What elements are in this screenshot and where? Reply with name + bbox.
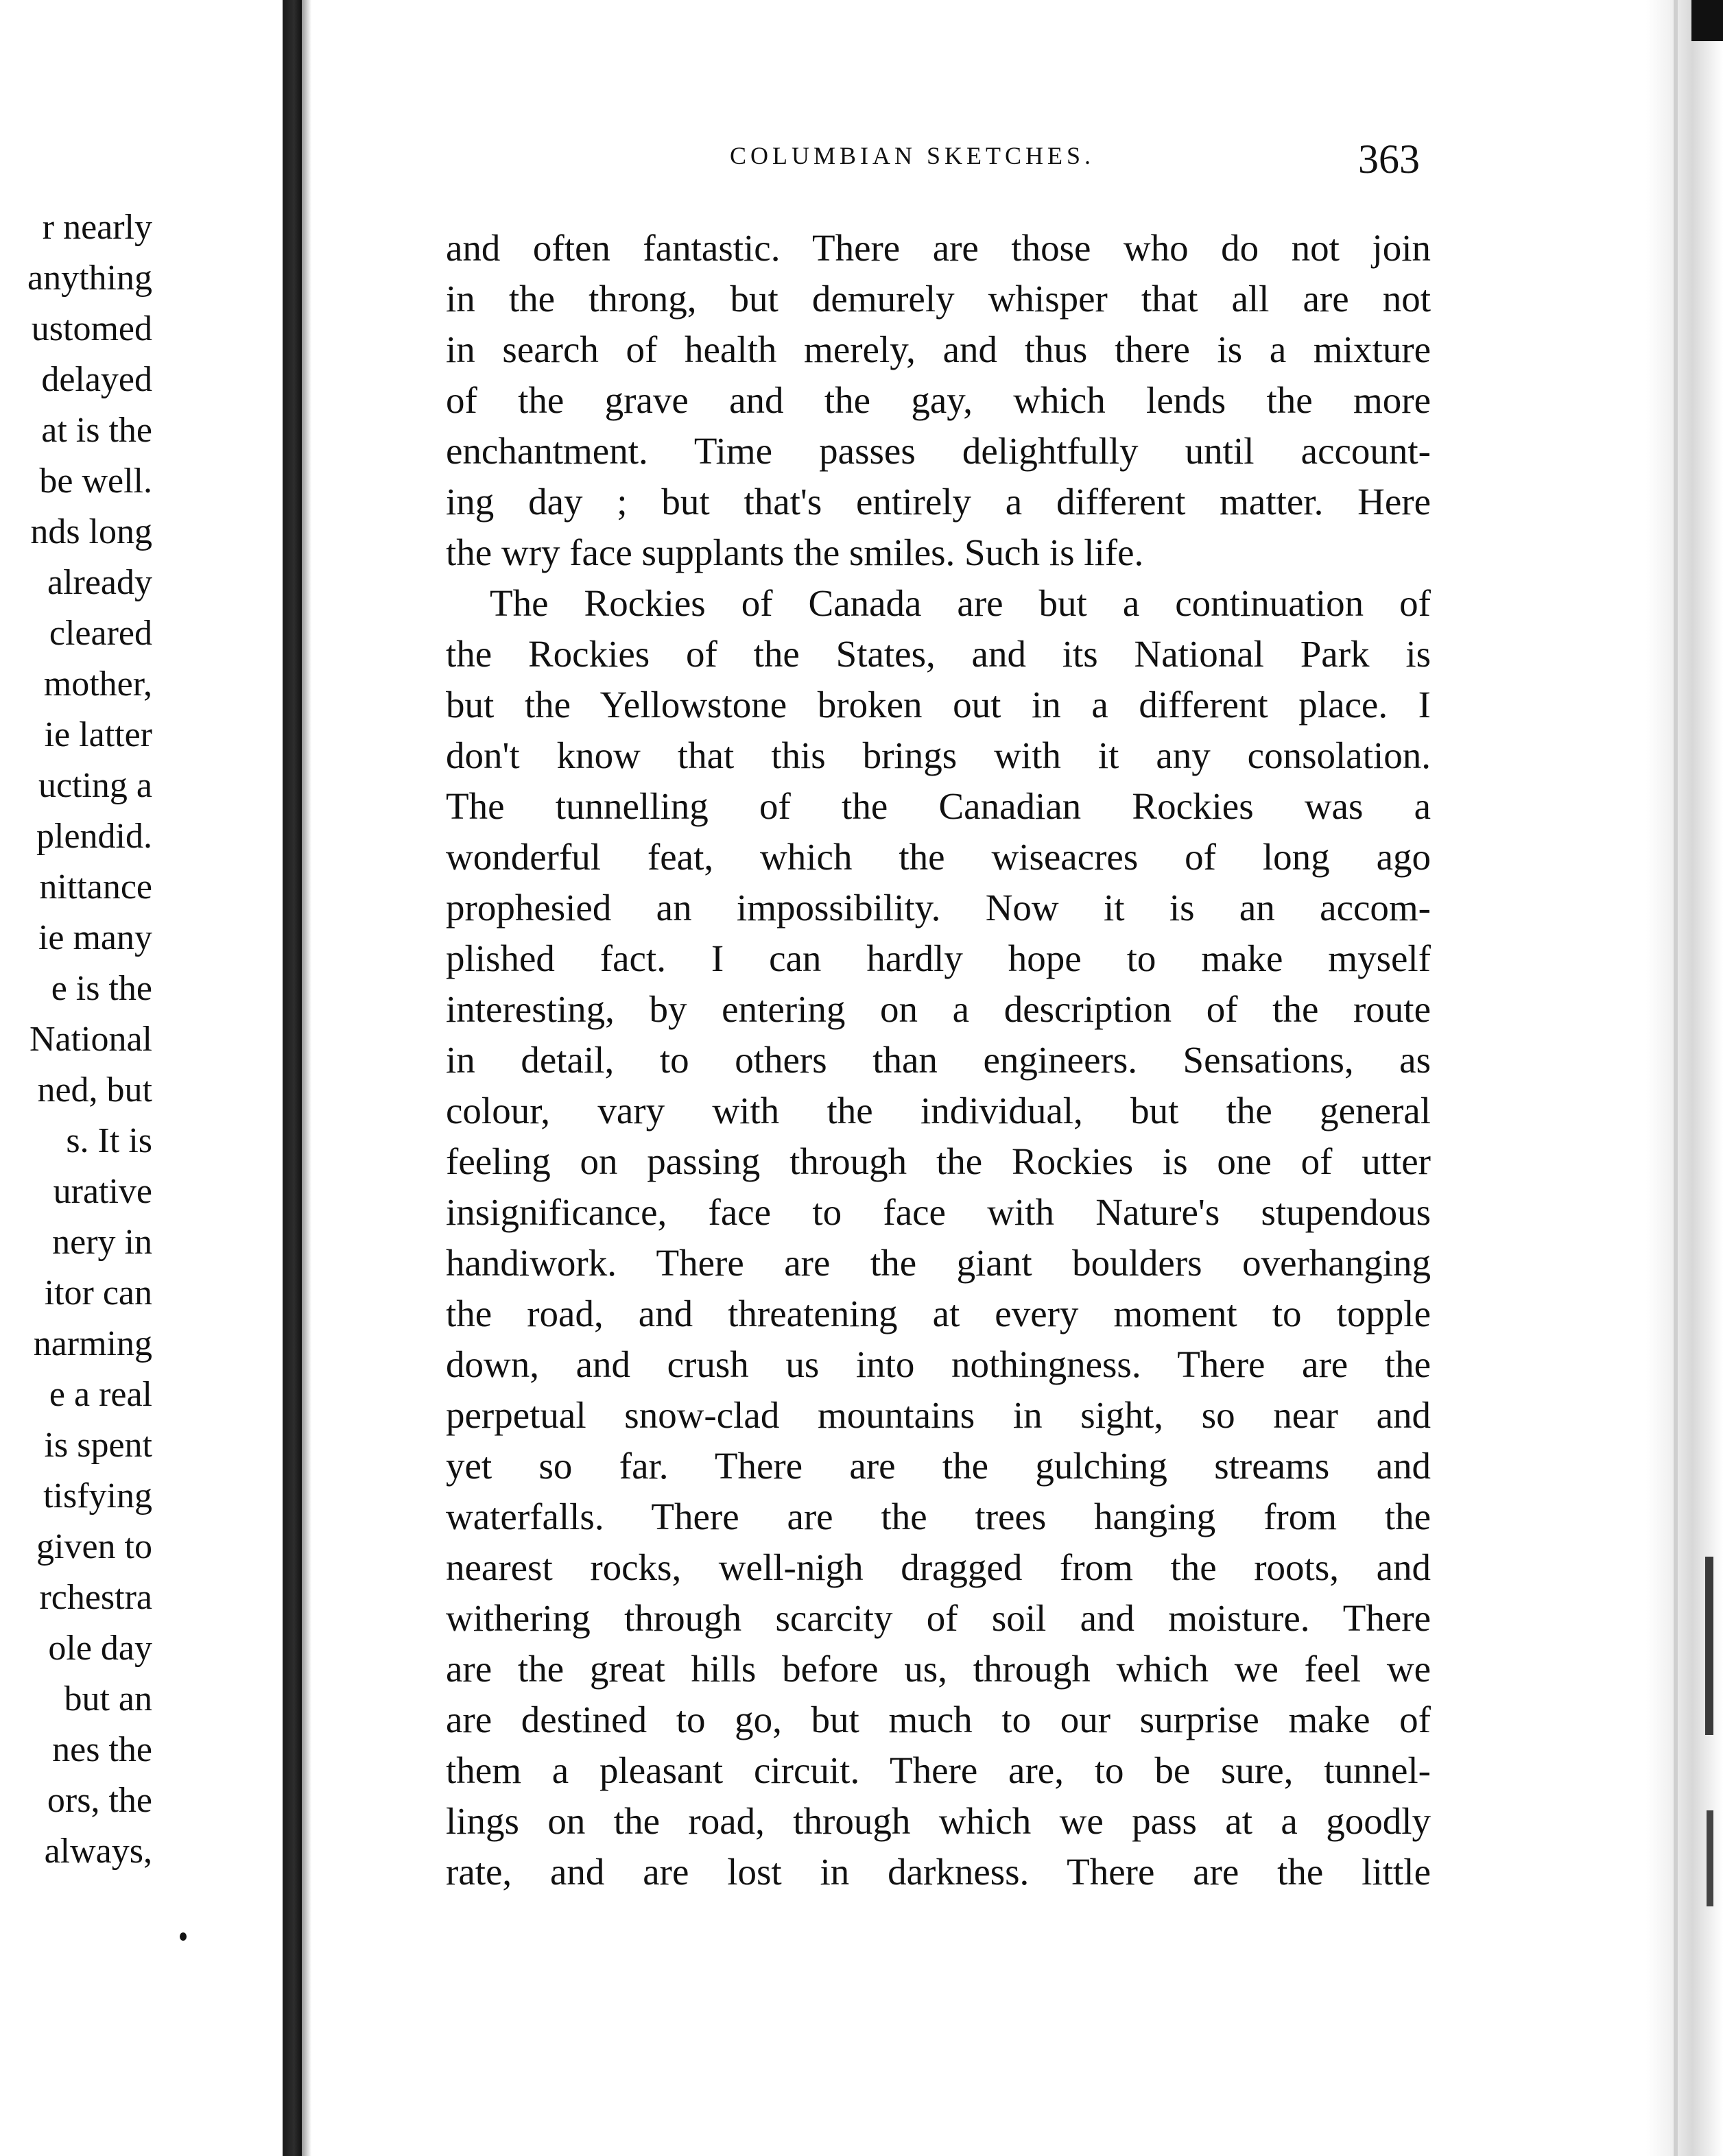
left-page-line: r nearly (42, 208, 152, 247)
left-page-line: e a real (49, 1375, 152, 1414)
text-line: interesting, by entering on a description of the route (446, 988, 1431, 1030)
left-page-line: given to (36, 1527, 152, 1566)
left-page-line: itor can (44, 1273, 152, 1313)
text-line: plished fact. I can hardly hope to make myself (446, 937, 1431, 979)
text-line: insignificance, face to face with Nature's stupendous (446, 1191, 1431, 1233)
left-page-line: ors, the (47, 1781, 152, 1820)
left-page-line: urative (53, 1172, 152, 1211)
text-line: them a pleasant circuit. There are, to be sure, tunnel- (446, 1749, 1431, 1791)
text-line: prophesied an impossibility. Now it is an accom- (446, 887, 1431, 929)
running-header: COLUMBIAN SKETCHES. (730, 142, 1095, 169)
left-page-line: mother, (43, 664, 152, 704)
left-page-line: anything (27, 259, 152, 298)
left-page-line: ie many (38, 918, 152, 957)
text-line: the Rockies of the States, and its National Park is (446, 633, 1431, 675)
text-line: down, and crush us into nothingness. There are the (446, 1343, 1431, 1385)
left-page-line: nds long (30, 512, 152, 551)
left-page-line: National (29, 1020, 152, 1059)
book-gutter (283, 0, 302, 2156)
left-page-line: narming (33, 1324, 152, 1363)
text-line: yet so far. There are the gulching streams and (446, 1445, 1431, 1487)
text-line: waterfalls. There are the trees hanging from the (446, 1496, 1431, 1537)
text-line: lings on the road, through which we pass at a goodly (446, 1800, 1431, 1842)
text-line: withering through scarcity of soil and moisture. There (446, 1597, 1431, 1639)
left-page-line: cleared (49, 614, 152, 653)
text-line: perpetual snow-clad mountains in sight, so near and (446, 1394, 1431, 1436)
page-edge-line (1674, 0, 1678, 2156)
left-page-line: ucting a (38, 766, 152, 805)
text-line: ing day ; but that's entirely a different matter. Here (446, 481, 1431, 523)
text-line: are the great hills before us, through which we feel we (446, 1648, 1431, 1690)
left-page-line: already (47, 563, 152, 602)
page-edge-mark (1707, 1810, 1713, 1906)
left-page-line: always, (44, 1832, 152, 1871)
text-line: in search of health merely, and thus there is a mixture (446, 328, 1431, 370)
left-page-line: s. It is (66, 1121, 152, 1160)
text-line: enchantment. Time passes delightfully until account- (446, 430, 1431, 472)
left-page-line: plendid. (36, 817, 152, 856)
text-line: but the Yellowstone broken out in a different place. I (446, 684, 1431, 726)
gutter-shadow (302, 0, 311, 2156)
left-page-line: ie latter (44, 715, 152, 754)
text-line: in detail, to others than engineers. Sensations, as (446, 1039, 1431, 1081)
page-number: 363 (1358, 136, 1420, 182)
page-edge-mark (1705, 1557, 1713, 1735)
left-page-line: nery in (52, 1223, 152, 1262)
ink-speck (180, 1932, 187, 1941)
text-line: the road, and threatening at every moment to topple (446, 1293, 1431, 1334)
left-page-line: rchestra (39, 1578, 152, 1617)
text-line: in the throng, but demurely whisper that all are not (446, 278, 1431, 320)
left-page-line: but an (64, 1679, 152, 1718)
text-line: rate, and are lost in darkness. There are the little (446, 1851, 1431, 1893)
left-page-line: be well. (39, 462, 152, 501)
text-line: wonderful feat, which the wiseacres of long ago (446, 836, 1431, 878)
paragraph-start-line: The Rockies of Canada are but a continuation of (490, 582, 1431, 624)
left-page-line: delayed (41, 360, 152, 399)
text-line: colour, vary with the individual, but the general (446, 1090, 1431, 1131)
left-page-line: nittance (39, 867, 152, 907)
left-page (0, 0, 283, 2156)
left-page-line: tisfying (43, 1476, 152, 1516)
left-page-line: is spent (44, 1426, 152, 1465)
left-page-line: at is the (41, 411, 152, 450)
left-page-line: e is the (51, 969, 152, 1008)
left-page-line: nes the (52, 1730, 152, 1769)
text-line: nearest rocks, well-nigh dragged from the roots, and (446, 1546, 1431, 1588)
left-page-line: ustomed (31, 309, 152, 348)
text-line: are destined to go, but much to our surprise make of (446, 1699, 1431, 1740)
text-line: and often fantastic. There are those who do not join (446, 227, 1431, 269)
text-line: The tunnelling of the Canadian Rockies was a (446, 785, 1431, 827)
left-page-line: ole day (48, 1629, 152, 1668)
text-line: the wry face supplants the smiles. Such is life. (446, 531, 1144, 573)
text-line: of the grave and the gay, which lends the more (446, 379, 1431, 421)
text-line: don't know that this brings with it any consolation. (446, 734, 1431, 776)
left-page-line: ned, but (37, 1070, 152, 1110)
text-line: feeling on passing through the Rockies is one of utter (446, 1140, 1431, 1182)
scan-corner (1691, 0, 1723, 41)
text-line: handiwork. There are the giant boulders overhanging (446, 1242, 1431, 1284)
